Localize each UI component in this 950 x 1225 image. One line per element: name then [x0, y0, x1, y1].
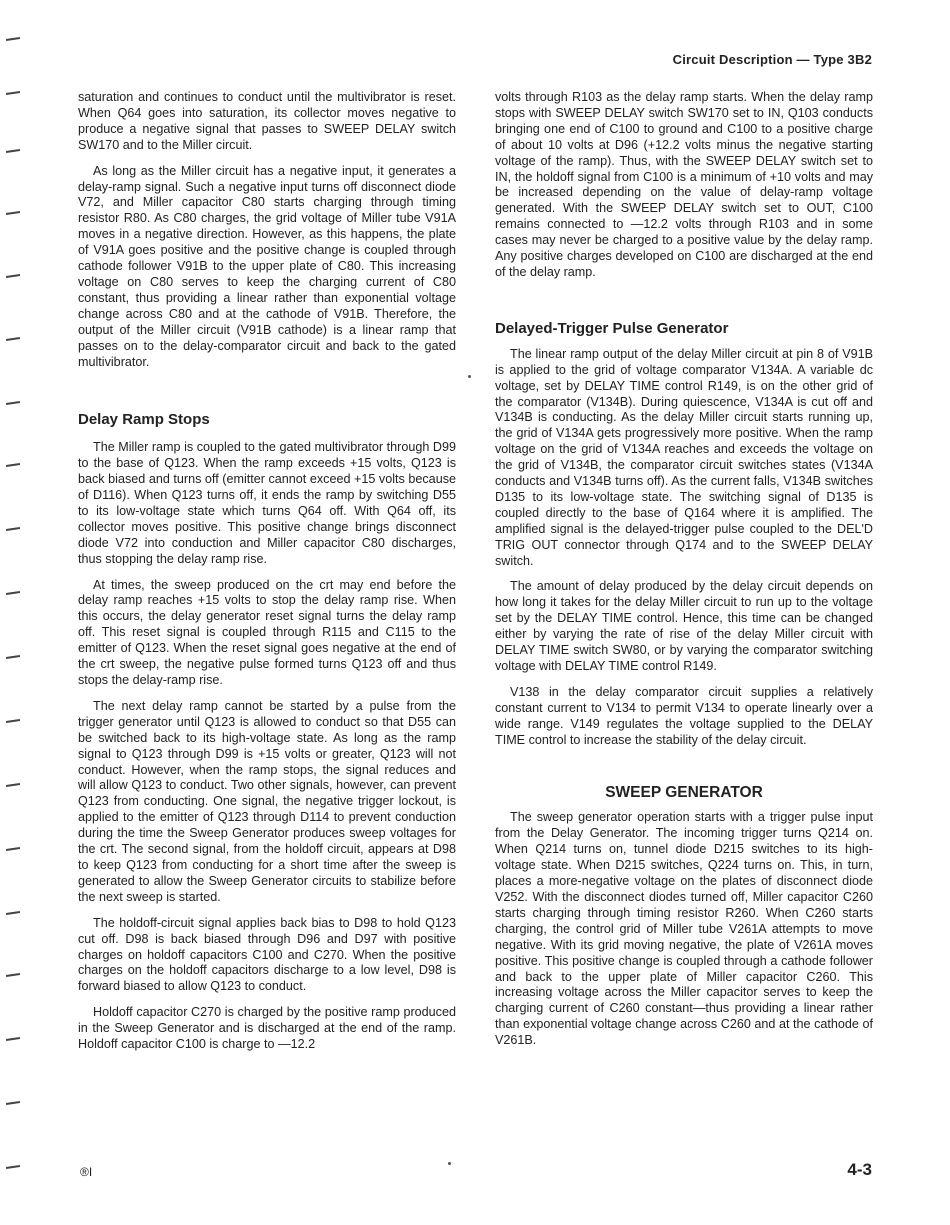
margin-tick [6, 911, 20, 915]
paragraph: The sweep generator operation starts with a trigger pulse input from the Delay Generator. The incoming trigger turns Q214 on. When Q214 turns on, tunnel diode D215 switches to its high-voltage state. When D215 switches, Q224 turns on. This, in turn, places a more-negative voltage on the plates of disconnect diode V252. With the disconnect diodes turned off, Miller capacitor C260 starts charging through timing resistor R260. When C260 starts charging, the control grid of Miller tube V261A attempts to move negative. With its grid moving negative, the plate of V261A moves positive. This positive change is coupled through a cathode follower and back to the upper plate of Miller capacitor C260. This increasing voltage across the Miller capacitor serves to keep the charging current of C260 constant—thus providing a linear rather than exponential voltage change across C260 and at the cathode of V261B. [495, 810, 873, 1048]
margin-tick [6, 91, 20, 95]
paragraph: The holdoff-circuit signal applies back bias to D98 to hold Q123 cut off. D98 is back biased through D96 and D97 with positive charges on holdoff capacitors C100 and C270. When the positive charges on the holdoff capacitors discharge to a low level, D98 is forward biased to allow Q123 to conduct. [78, 915, 456, 994]
running-header: Circuit Description — Type 3B2 [672, 52, 872, 67]
paragraph: Holdoff capacitor C270 is charged by the positive ramp produced in the Sweep Generator and is discharged at the end of the ramp. Holdoff capacitor C100 is charge to —12.2 [78, 1005, 456, 1052]
page-number: 4-3 [847, 1160, 872, 1179]
margin-tick [6, 401, 20, 405]
section-heading-delay-ramp-stops: Delay Ramp Stops [78, 411, 210, 429]
right-column [495, 90, 873, 1059]
margin-tick [6, 37, 20, 41]
margin-tick [6, 463, 20, 467]
margin-tick [6, 1165, 20, 1169]
paragraph: The amount of delay produced by the delay circuit depends on how long it takes for the delay Miller circuit to run up to the voltage set by the DELAY TIME control. Hence, this time can be changed either by varying the rate of rise of the delay Miller circuit with DELAY TIME switch SW80, or by varying the comparator switching voltage with DELAY TIME control R149. [495, 579, 873, 673]
paragraph: V138 in the delay comparator circuit supplies a relatively constant current to V134 to permit V134 to operate linearly over a wide range. V149 regulates the voltage supplied to the DELAY TIME control to increase the stability of the delay circuit. [495, 684, 873, 747]
margin-tick [6, 783, 20, 787]
margin-tick [6, 149, 20, 153]
margin-tick [6, 1101, 20, 1105]
margin-tick [6, 847, 20, 851]
section-heading-delayed-trigger-pulse-generator: Delayed-Trigger Pulse Generator [495, 319, 729, 337]
margin-tick [6, 973, 20, 977]
paragraph: The next delay ramp cannot be started by a pulse from the trigger generator until Q123 is allowed to conduct so that D55 can be switched back to its high-voltage state. As long as the ramp signal to Q123 through D99 is +15 volts or greater, Q123 will not conduct. However, when the ramp stops, the signal reduces and will allow Q123 to conduct. Two other signals, however, can prevent Q123 from conducting. One signal, the negative trigger lockout, is applied to the emitter of Q123 through D114 to prevent conduction during the time the Sweep Generator produces sweep voltages for the crt. The second signal, from the holdoff circuit, appears at D98 to keep Q123 from conducting for a short time after the sweep is generated to allow the Sweep Generator circuits to stabilize before the next sweep is started. [78, 698, 456, 904]
paragraph: The linear ramp output of the delay Miller circuit at pin 8 of V91B is applied to the grid of voltage comparator V134A. A variable dc voltage, set by DELAY TIME control R149, is on the other grid of the comparator (V134B). During quiescence, V134A is cut off and V134B is conducting. As the delay Miller circuit starts running up, the grid of V134A gets progressively more positive. When the ramp voltage on the grid of V134A reaches and exceeds the voltage on the grid of V134B, the comparator circuit switches states (V134A conducts and V134B turns off). As the current falls, V134B switches D135 to its low-voltage state. The switching signal of D135 is coupled directly to the base of Q164 where it is amplified. The amplified signal is the delayed-trigger pulse coupled to the DEL'D TRIG OUT connector through Q174 and to the SWEEP DELAY switch. [495, 346, 873, 568]
paragraph: saturation and continues to conduct until the multivibrator is reset. When Q64 goes into saturation, its collector moves negative to produce a negative signal that passes to SWEEP DELAY switch SW170 and to the Miller circuit. [78, 90, 456, 152]
margin-tick [6, 1037, 20, 1041]
paragraph: As long as the Miller circuit has a negative input, it generates a delay-ramp signal. Such a negative input turns off disconnect diode V72, and Miller capacitor C80 starts charging through timing resistor R80. As C80 charges, the grid voltage of Miller tube V91A moves in a negative direction. However, as this happens, the plate of V91A goes positive and the positive change is coupled through cathode follower V91B to the upper plate of C80. This increasing voltage on C80 serves to keep the charging current of C80 constant, thus providing a linear rather than exponential voltage change across C80 and at the cathode of V91B. Therefore, the output of the Miller circuit (V91B cathode) is a linear ramp that passes on to the delay-comparator circuit and back to the gated multivibrator. [78, 163, 456, 369]
scan-speck [468, 375, 471, 378]
margin-tick [6, 655, 20, 659]
scan-speck [448, 1162, 451, 1165]
left-column [78, 90, 456, 1063]
paragraph: At times, the sweep produced on the crt may end before the delay ramp reaches +15 volts to stop the delay ramp rise. When this occurs, the delay generator reset signal turns the delay ramp off. This reset signal is coupled through R115 and C115 to the emitter of Q123. When the reset signal goes negative at the end of the crt sweep, the negative pulse formed turns Q123 off and thus stops the delay-ramp rise. [78, 577, 456, 687]
paragraph: The Miller ramp is coupled to the gated multivibrator through D99 to the base of Q123. When the ramp exceeds +15 volts, Q123 is back biased and turns off (emitter cannot exceed +15 volts because of D116). When Q123 turns off, it ends the ramp by switching D55 to its low-voltage state which turns Q64 off. With Q64 off, its collector moves positive. This positive change brings disconnect diode V72 into conduction and Miller capacitor C80 discharges, thus stopping the delay ramp rise. [78, 440, 456, 566]
binder-margin [0, 0, 30, 1225]
margin-tick [6, 527, 20, 531]
margin-tick [6, 719, 20, 723]
publisher-logo: ®I [80, 1165, 93, 1179]
margin-tick [6, 591, 20, 595]
margin-tick [6, 274, 20, 278]
section-heading-sweep-generator: SWEEP GENERATOR [605, 783, 763, 801]
margin-tick [6, 211, 20, 215]
margin-tick [6, 337, 20, 341]
paragraph: volts through R103 as the delay ramp starts. When the delay ramp stops with SWEEP DELAY switch SW170 set to IN, Q103 conducts bringing one end of C100 to ground and C100 to a positive charge of about 10 volts at D96 (+12.2 volts minus the negative starting voltage of the ramp). Thus, with the SWEEP DELAY switch set to IN, the holdoff signal from C100 is a minimum of +10 volts and may be increased depending on the value of delay-ramp voltage generated. With the SWEEP DELAY switch set to OUT, C100 remains connected to —12.2 volts through R103 and in some cases may never be charged to a positive value by the delay ramp. Any positive charges developed on C100 are discharged at the end of the delay ramp. [495, 90, 873, 279]
